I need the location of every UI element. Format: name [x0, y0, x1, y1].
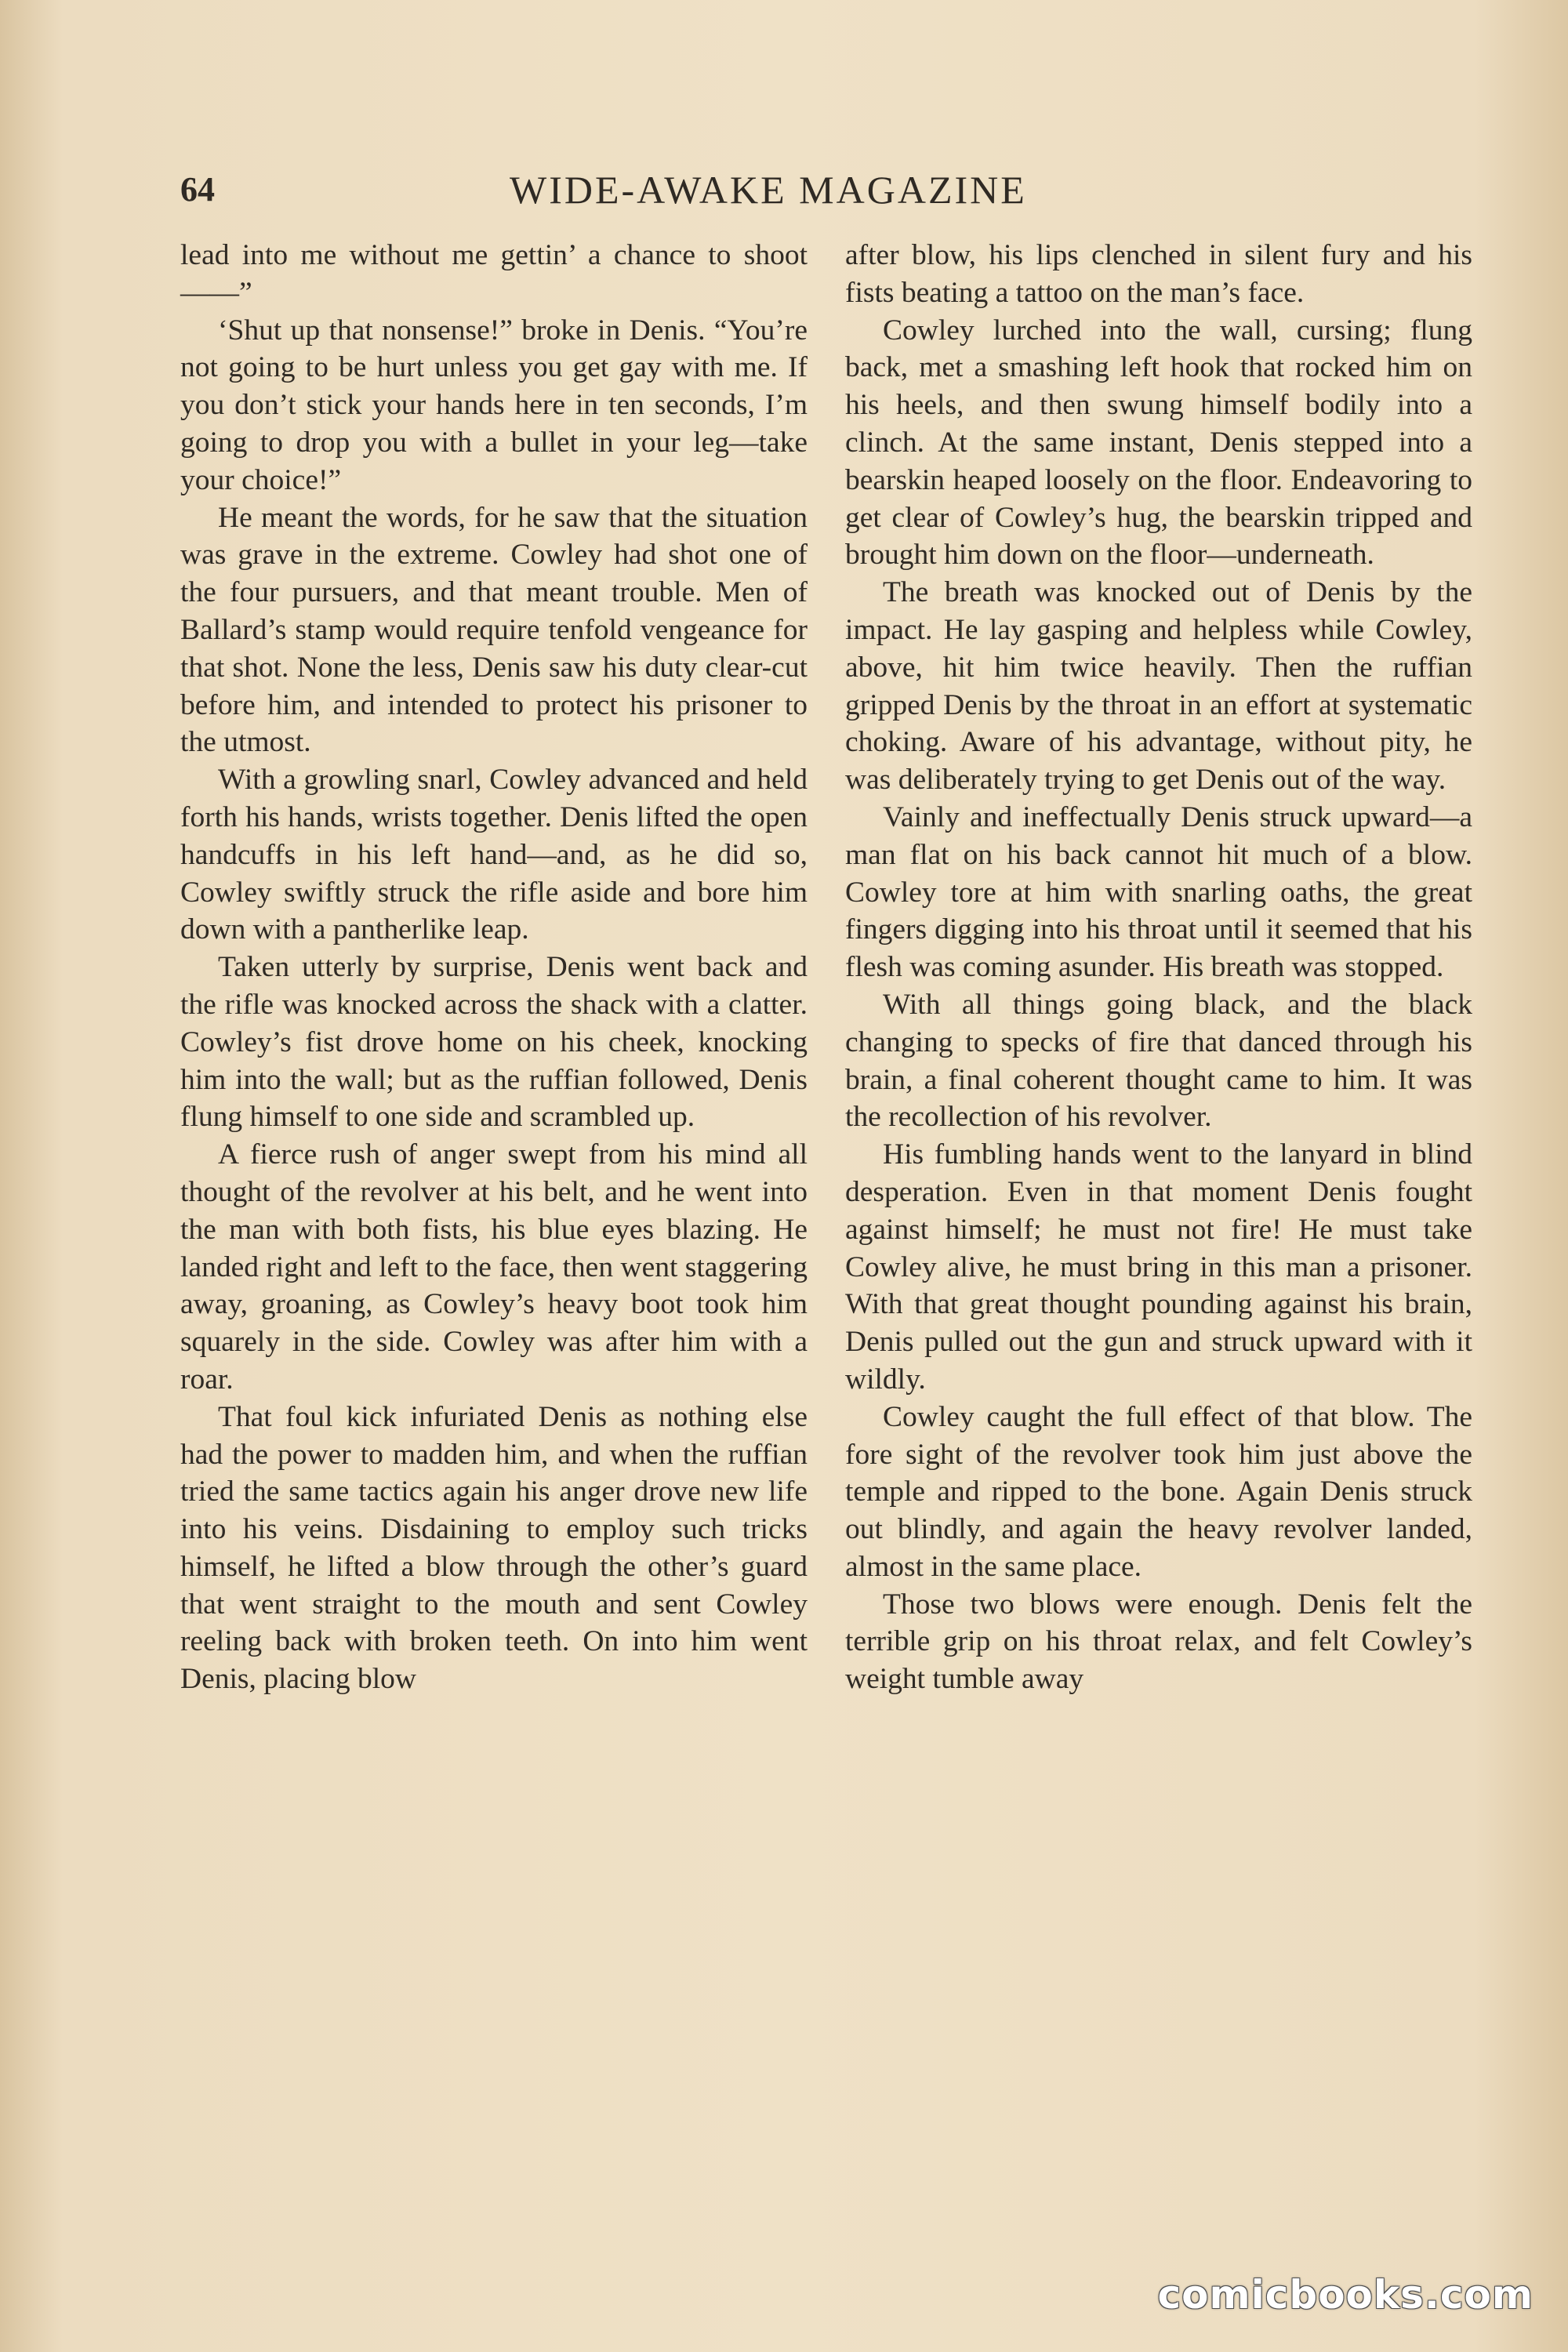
paragraph: after blow, his lips clenched in silent fury and his fists beating a tattoo on the man’s face.: [845, 239, 1472, 309]
paragraph: With all things going black, and the black changing to specks of fire that danced through his brain, a final coherent thought came to him. It was the recollection of his revolver.: [845, 988, 1472, 1134]
paragraph: Cowley caught the full effect of that blow. The fore sight of the revolver took him just above the temple and ripped to the bone. Again Denis struck out blindly, and again the heavy revolver landed, almost in the same place.: [845, 1400, 1472, 1583]
paragraph: Vainly and ineffectually Denis struck upward—a man flat on his back cannot hit much of a blow. Cowley tore at him with snarling oaths, the great fingers digging into his throat until it seemed that his flesh was coming asunder. His breath was stopped.: [845, 800, 1472, 984]
page-header: [180, 165, 1513, 220]
paragraph: With a growling snarl, Cowley advanced and held forth his hands, wrists together. Denis lifted the open handcuffs in his left hand—and, as he did so, Cowley swiftly struck the rifle aside and bore him down with a pantherlike leap.: [180, 764, 808, 946]
paragraph: A fierce rush of anger swept from his mind all thought of the revolver at his belt, and he went into the man with both fists, his blue eyes blazing. He landed right and left to the face, then went staggering away, groaning, as Cowley’s heavy boot took him squarely in the side. Cowley was after him with a roar.: [180, 1138, 808, 1396]
paragraph: He meant the words, for he saw that the situation was grave in the extreme. Cowley had shot one of the four pursuers, and that meant trouble. Men of Ballard’s stamp would require tenfold vengeance for that shot. None the less, Denis saw his duty clear-cut before him, and intended to protect his prisoner to the utmost.: [180, 501, 808, 759]
page-number: 64: [180, 170, 215, 209]
watermark: comicbooks.com: [1157, 2272, 1534, 2318]
paragraph: The breath was knocked out of Denis by the impact. He lay gasping and helpless while Cowley, above, hit him twice heavily. Then the ruffian gripped Denis by the throat in an effort at systematic choking. Aware of his advantage, without pity, he was deliberately trying to get Denis out of the way.: [845, 576, 1472, 797]
paragraph: His fumbling hands went to the lanyard in blind desperation. Even in that moment Denis fought against himself; he must not fire! He must take Cowley alive, he must bring in this man a prisoner. With that great thought pounding against his brain, Denis pulled out the gun and struck upward with it wildly.: [845, 1138, 1472, 1396]
paragraph: ‘Shut up that nonsense!” broke in Denis. “You’re not going to be hurt unless you get gay with me. If you don’t stick your hands here in ten seconds, I’m going to drop you with a bullet in your leg—take your choice!”: [180, 314, 808, 496]
paragraph: Taken utterly by surprise, Denis went back and the rifle was knocked across the shack with a clatter. Cowley’s fist drove home on his cheek, knocking him into the wall; but as the ruffian followed, Denis flung himself to one side and scrambled up.: [180, 951, 808, 1134]
text-columns: [180, 237, 1474, 2134]
right-column: [845, 237, 1472, 1698]
paragraph: That foul kick infuriated Denis as nothing else had the power to madden him, and when the ruffian tried the same tactics again his anger drove new life into his veins. Disdaining to employ such tricks himself, he lifted a blow through the other’s guard that went straight to the mouth and sent Cowley reeling back with broken teeth. On into him went Denis, placing blow: [180, 1400, 808, 1696]
paragraph: Those two blows were enough. Denis felt the terrible grip on his throat relax, and felt Cowley’s weight tumble away: [845, 1588, 1472, 1696]
running-title: WIDE-AWAKE MAGAZINE: [510, 168, 1027, 212]
paragraph: Cowley lurched into the wall, cursing; flung back, met a smashing left hook that rocked him on his heels, and then swung himself bodily into a clinch. At the same instant, Denis stepped into a bearskin heaped loosely on the floor. Endeavoring to get clear of Cowley’s hug, the bearskin tripped and brought him down on the floor—underneath.: [845, 314, 1472, 572]
paragraph: lead into me without me gettin’ a chance to shoot——”: [180, 239, 808, 309]
left-column: [180, 237, 808, 1698]
